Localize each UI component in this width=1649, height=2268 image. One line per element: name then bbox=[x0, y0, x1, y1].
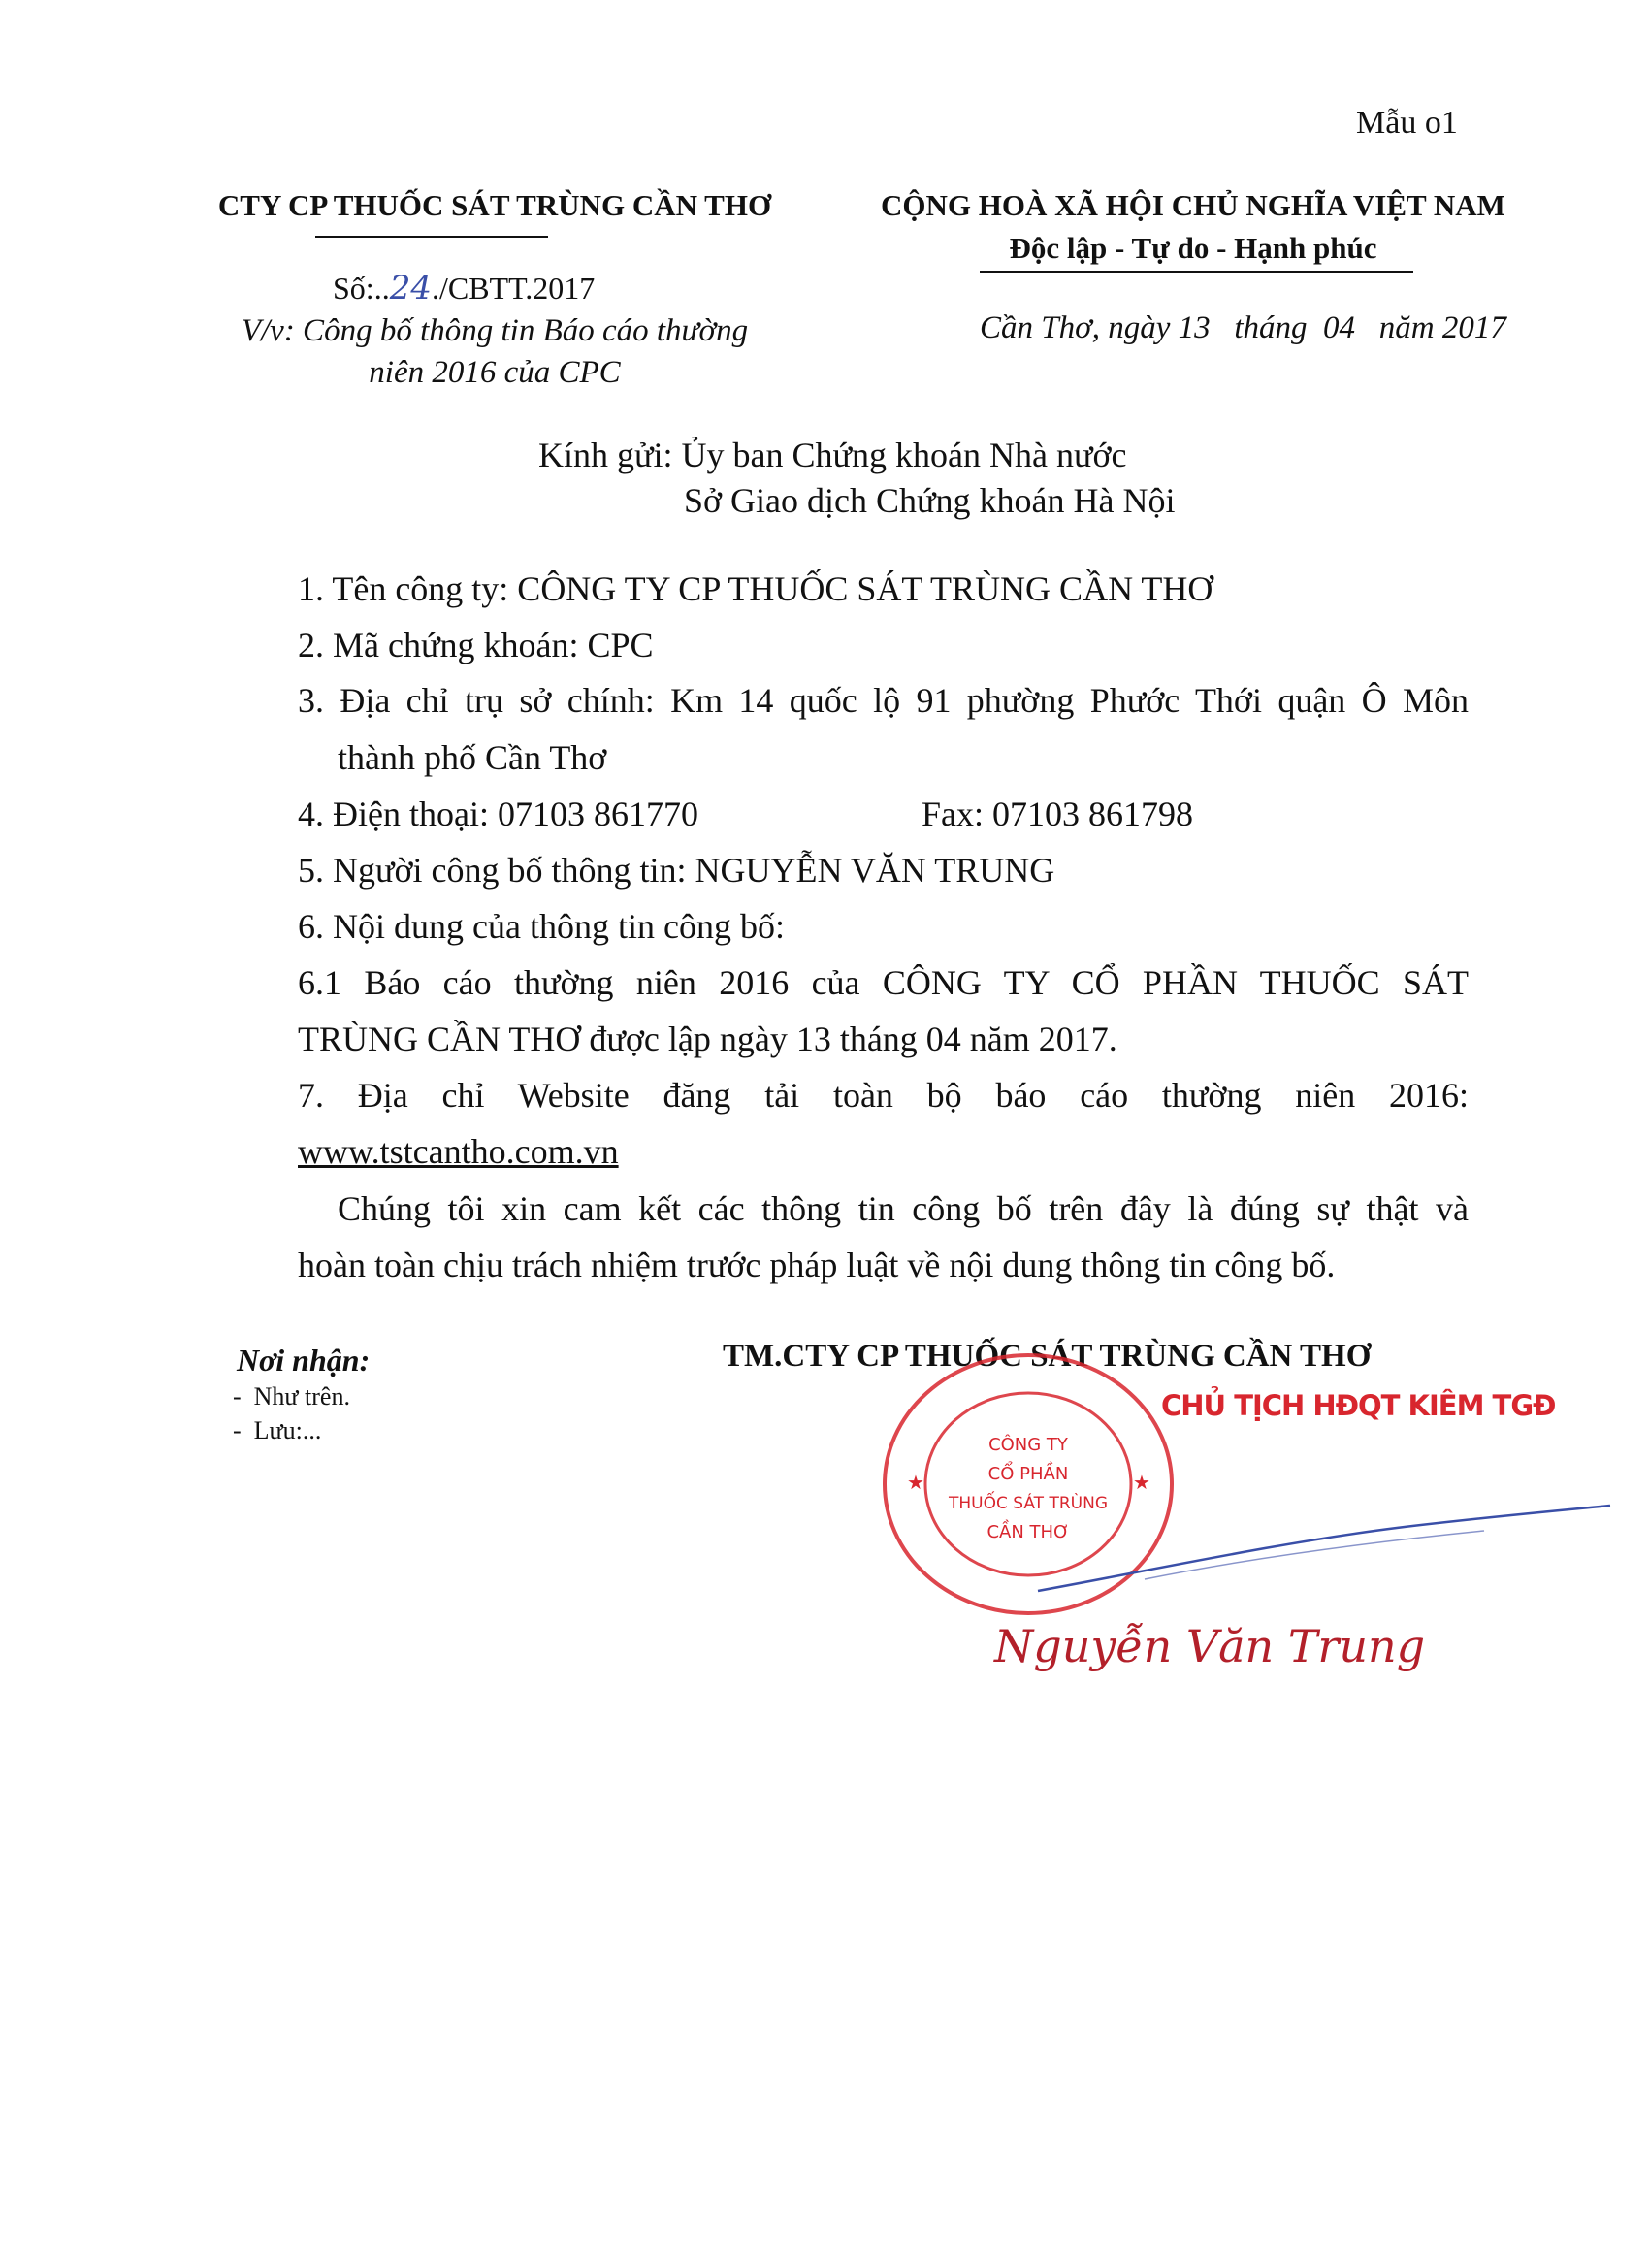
signature-stroke bbox=[1028, 1484, 1620, 1601]
recipient-2: Sở Giao dịch Chứng khoán Hà Nội bbox=[684, 481, 1176, 520]
document-number bbox=[333, 269, 595, 308]
footer-recipient-2: - Lưu:... bbox=[233, 1416, 322, 1444]
item-5: 5. Người công bố thông tin: NGUYỄN VĂN TRUNG bbox=[298, 851, 1055, 890]
number-suffix: ./CBTT.2017 bbox=[431, 271, 596, 306]
item-2: 2. Mã chứng khoán: CPC bbox=[298, 626, 654, 664]
item-4-phone: 4. Điện thoại: 07103 861770 bbox=[298, 794, 698, 833]
recipient-1: Ủy ban Chứng khoán Nhà nước bbox=[681, 436, 1127, 474]
header-right bbox=[844, 188, 1542, 266]
form-label: Mẫu o1 bbox=[1356, 105, 1458, 141]
motto: Độc lập - Tự do - Hạnh phúc bbox=[1009, 231, 1377, 265]
commitment-line-1: Chúng tôi xin cam kết các thông tin công bố trên đây là đúng sự thật và bbox=[338, 1189, 1469, 1228]
item-7-url[interactable]: www.tstcantho.com.vn bbox=[298, 1132, 619, 1171]
company-name: CTY CP THUỐC SÁT TRÙNG CẦN THƠ bbox=[217, 188, 772, 222]
item-1: 1. Tên công ty: CÔNG TY CP THUỐC SÁT TRÙNG CẦN THƠ bbox=[298, 569, 1213, 608]
number-prefix: Số:.. bbox=[333, 271, 390, 306]
signature-title: TM.CTY CP THUỐC SÁT TRÙNG CẦN THƠ bbox=[723, 1339, 1372, 1374]
commitment-line-2: hoàn toàn chịu trách nhiệm trước pháp luật về nội dung thông tin công bố. bbox=[298, 1246, 1336, 1284]
position-stamp: CHỦ TỊCH HĐQT KIÊM TGĐ bbox=[1161, 1389, 1556, 1422]
item-7-line-1: 7. Địa chỉ Website đăng tải toàn bộ báo cáo thường niên 2016: bbox=[298, 1076, 1469, 1115]
recipients bbox=[538, 435, 1127, 475]
subject bbox=[155, 310, 834, 394]
item-6-1-line-1: 6.1 Báo cáo thường niên 2016 của CÔNG TY CỔ PHẦN THUỐC SÁT bbox=[298, 963, 1469, 1002]
item-4-fax: Fax: 07103 861798 bbox=[922, 794, 1194, 833]
footer-recipients-title: Nơi nhận: bbox=[237, 1343, 371, 1377]
item-6-1-line-2: TRÙNG CẦN THƠ được lập ngày 13 tháng 04 năm 2017. bbox=[298, 1020, 1117, 1058]
item-3-line-1: 3. Địa chỉ trụ sở chính: Km 14 quốc lộ 91 phường Phước Thới quận Ô Môn bbox=[298, 681, 1469, 720]
signer-name: Nguyễn Văn Trung bbox=[994, 1620, 1426, 1672]
footer-recipient-1: - Như trên. bbox=[233, 1382, 350, 1410]
number-handwritten: 24 bbox=[389, 269, 432, 308]
motto-underline bbox=[980, 271, 1413, 273]
subject-line-1: V/v: Công bố thông tin Báo cáo thường bbox=[241, 313, 749, 348]
company-underline bbox=[315, 236, 548, 238]
item-3-line-2: thành phố Cần Thơ bbox=[338, 738, 607, 777]
svg-text:CẦN THƠ: CẦN THƠ bbox=[986, 1522, 1070, 1542]
svg-text:CÔNG TY: CÔNG TY bbox=[988, 1435, 1068, 1455]
svg-text:CỔ PHẦN: CỔ PHẦN bbox=[987, 1464, 1069, 1484]
place-date: Cần Thơ, ngày 13 tháng 04 năm 2017 bbox=[980, 310, 1506, 345]
item-6: 6. Nội dung của thông tin công bố: bbox=[298, 907, 785, 946]
nation-title: CỘNG HOÀ XÃ HỘI CHỦ NGHĨA VIỆT NAM bbox=[881, 188, 1505, 222]
svg-text:★: ★ bbox=[907, 1471, 924, 1494]
header-left bbox=[155, 188, 834, 223]
svg-text:THUỐC SÁT TRÙNG: THUỐC SÁT TRÙNG bbox=[949, 1494, 1108, 1513]
recipients-label: Kính gửi: bbox=[538, 436, 673, 474]
subject-line-2: niên 2016 của CPC bbox=[369, 355, 621, 390]
svg-text:★: ★ bbox=[1133, 1471, 1150, 1494]
